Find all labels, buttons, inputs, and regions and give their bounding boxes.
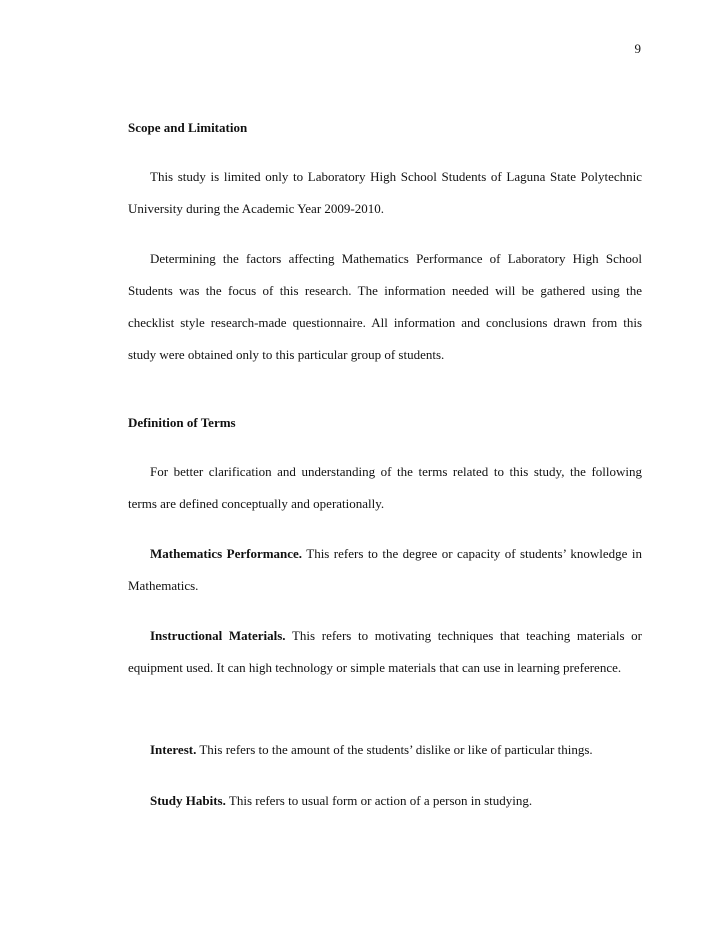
- term-label: Interest.: [150, 742, 197, 757]
- term-label: Instructional Materials.: [150, 628, 286, 643]
- definitions-intro-paragraph: For better clarification and understanding of the terms related to this study, the following terms are defined conceptually and operationally.: [128, 464, 642, 511]
- page-number: 9: [634, 41, 641, 56]
- section-heading-scope: Scope and Limitation: [128, 120, 248, 135]
- term-definition: This refers to usual form or action of a person in studying.: [225, 793, 533, 808]
- term-study-habits: [128, 785, 642, 817]
- scope-paragraph-2: Determining the factors affecting Mathematics Performance of Laboratory High School Students was the focus of this research. The information needed will be gathered using the checklist style research-made questionnaire. All information and conclusions drawn from this study were obtained only to this particular group of students.: [128, 251, 642, 362]
- term-interest: [128, 734, 642, 766]
- term-definition: This refers to motivating techniques that teaching materials or equipment used. It can high technology or simple materials that can use in learning preference.: [128, 628, 642, 675]
- term-instructional-materials: [128, 620, 642, 684]
- section-heading-definitions: Definition of Terms: [128, 415, 236, 430]
- term-label: Study Habits.: [150, 793, 226, 808]
- term-mathematics-performance: [128, 538, 642, 602]
- term-definition: This refers to the amount of the students’ dislike or like of particular things.: [196, 742, 593, 757]
- term-definition: This refers to the degree or capacity of students’ knowledge in Mathematics.: [128, 546, 642, 593]
- term-label: Mathematics Performance.: [150, 546, 303, 561]
- scope-paragraph-1: This study is limited only to Laboratory High School Students of Laguna State Polytechnic University during the Academic Year 2009-2010.: [128, 169, 642, 216]
